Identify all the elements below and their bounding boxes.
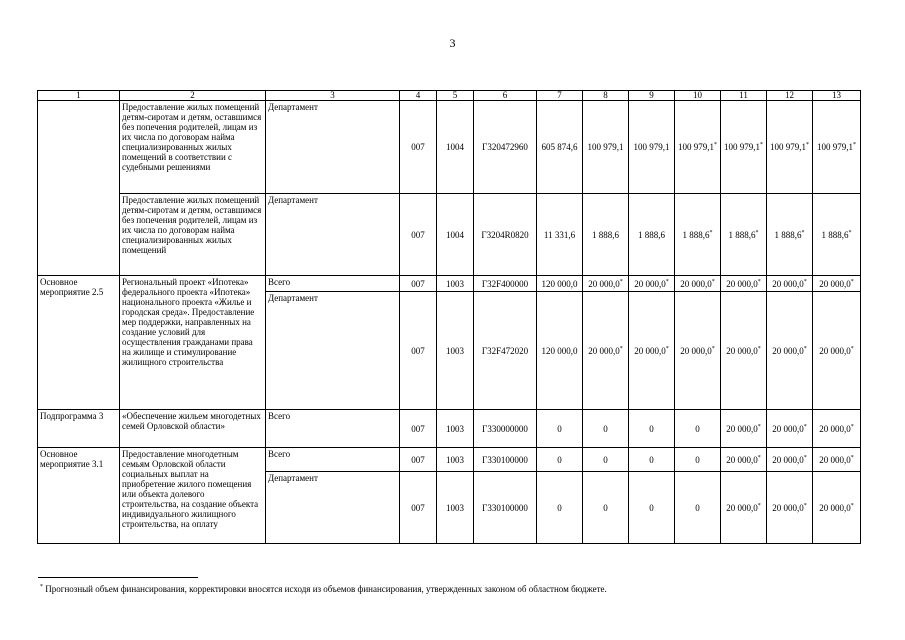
year-amount: 100 979,1 xyxy=(583,101,629,194)
footnote-mark: * xyxy=(848,229,852,236)
year-amount: 20 000,0* xyxy=(721,276,767,292)
footnote-mark: * xyxy=(850,423,854,430)
year-amount: 100 979,1 xyxy=(629,101,675,194)
col-header: 6 xyxy=(474,91,537,101)
category-cell xyxy=(38,101,120,276)
total-amount: 120 000,0 xyxy=(537,276,583,292)
year-amount: 20 000,0* xyxy=(721,292,767,410)
year-amount: 20 000,0* xyxy=(767,276,813,292)
target-article-code: Г32F472020 xyxy=(474,292,537,410)
table-row xyxy=(38,276,861,292)
responsible-cell: Всего xyxy=(266,276,400,292)
footnote-mark: * xyxy=(803,278,807,285)
section-code: 1003 xyxy=(437,292,474,410)
table-row xyxy=(38,101,861,194)
year-amount: 1 888,6 xyxy=(629,194,675,276)
footnote-mark: * xyxy=(757,454,761,461)
section-code: 1004 xyxy=(437,101,474,194)
table-row xyxy=(38,410,861,448)
section-code: 1003 xyxy=(437,448,474,472)
grbs-code: 007 xyxy=(400,194,437,276)
year-amount: 20 000,0* xyxy=(721,448,767,472)
footnote-mark: * xyxy=(853,142,856,148)
footnote-mark: * xyxy=(850,502,854,509)
footnote-mark: * xyxy=(760,142,763,148)
col-header: 11 xyxy=(721,91,767,101)
year-amount: 1 888,6* xyxy=(767,194,813,276)
target-article-code: Г330100000 xyxy=(474,448,537,472)
total-amount: 11 331,6 xyxy=(537,194,583,276)
total-amount: 120 000,0 xyxy=(537,292,583,410)
col-header: 1 xyxy=(38,91,120,101)
year-amount: 20 000,0* xyxy=(721,410,767,448)
footnote-mark: * xyxy=(850,278,854,285)
col-header: 9 xyxy=(629,91,675,101)
year-amount: 1 888,6 xyxy=(583,194,629,276)
year-amount: 20 000,0* xyxy=(767,472,813,544)
responsible-cell: Департамент xyxy=(266,472,400,544)
year-amount: 0 xyxy=(583,410,629,448)
year-amount: 0 xyxy=(675,472,721,544)
target-article-code: Г330000000 xyxy=(474,410,537,448)
year-amount: 20 000,0* xyxy=(767,292,813,410)
footnote-mark: * xyxy=(757,502,761,509)
footnote-mark: * xyxy=(709,229,713,236)
measure-description: Предоставление многодетным семьям Орловской области социальных выплат на приобретение жилого помещения или объекта долевого строительства, на создание объекта индивидуального жилищного строительства, на оплату xyxy=(120,448,266,544)
column-number-row xyxy=(38,91,861,101)
footnote-mark: * xyxy=(714,142,717,148)
footnote-mark: * xyxy=(665,278,669,285)
footnote-divider xyxy=(38,577,198,578)
year-amount: 20 000,0* xyxy=(813,292,861,410)
year-amount: 20 000,0* xyxy=(813,276,861,292)
category-cell: Основное мероприятие 2.5 xyxy=(38,276,120,410)
target-article-code: Г32F400000 xyxy=(474,276,537,292)
year-amount: 20 000,0* xyxy=(583,292,629,410)
year-amount: 20 000,0* xyxy=(675,292,721,410)
footnote-mark: * xyxy=(757,278,761,285)
year-amount: 20 000,0* xyxy=(813,472,861,544)
year-amount: 20 000,0* xyxy=(767,448,813,472)
footnote-mark: * xyxy=(850,454,854,461)
financing-table xyxy=(37,90,861,544)
footnote-mark: * xyxy=(757,423,761,430)
grbs-code: 007 xyxy=(400,276,437,292)
grbs-code: 007 xyxy=(400,101,437,194)
year-amount: 0 xyxy=(583,448,629,472)
year-amount: 1 888,6* xyxy=(813,194,861,276)
grbs-code: 007 xyxy=(400,472,437,544)
col-header: 2 xyxy=(120,91,266,101)
col-header: 12 xyxy=(767,91,813,101)
total-amount: 0 xyxy=(537,472,583,544)
table-row xyxy=(38,194,861,276)
responsible-cell: Департамент xyxy=(266,194,400,276)
footnote-mark: * xyxy=(850,345,854,352)
footnote-mark: * xyxy=(40,584,43,590)
responsible-cell: Департамент xyxy=(266,101,400,194)
footnote-mark: * xyxy=(619,278,623,285)
year-amount: 100 979,1* xyxy=(813,101,861,194)
total-amount: 0 xyxy=(537,410,583,448)
footnote-mark: * xyxy=(803,423,807,430)
year-amount: 1 888,6* xyxy=(721,194,767,276)
col-header: 3 xyxy=(266,91,400,101)
responsible-cell: Всего xyxy=(266,448,400,472)
year-amount: 20 000,0* xyxy=(583,276,629,292)
footnote-mark: * xyxy=(801,229,805,236)
col-header: 7 xyxy=(537,91,583,101)
year-amount: 20 000,0* xyxy=(767,410,813,448)
year-amount: 100 979,1* xyxy=(675,101,721,194)
category-cell: Основное мероприятие 3.1 xyxy=(38,448,120,544)
footnote-text: Прогнозный объем финансирования, корректировки вносятся исходя из объемов финансирования, утвержденных законом об областном бюджете. xyxy=(45,584,607,594)
target-article-code: Г320472960 xyxy=(474,101,537,194)
section-code: 1003 xyxy=(437,472,474,544)
measure-description: Предоставление жилых помещений детям-сиротам и детям, оставшимся без попечения родителей, лицам из их числа по договорам найма специализированных жилых помещений в соответствии с судебными решениями xyxy=(120,101,266,194)
measure-description: Предоставление жилых помещений детям-сиротам и детям, оставшимся без попечения родителей, лицам из их числа по договорам найма специализированных жилых помещений xyxy=(120,194,266,276)
section-code: 1004 xyxy=(437,194,474,276)
grbs-code: 007 xyxy=(400,448,437,472)
table-row xyxy=(38,448,861,472)
footnote-mark: * xyxy=(711,345,715,352)
year-amount: 0 xyxy=(629,472,675,544)
footnote xyxy=(40,584,607,594)
year-amount: 20 000,0* xyxy=(721,472,767,544)
year-amount: 0 xyxy=(675,410,721,448)
target-article-code: Г3204R0820 xyxy=(474,194,537,276)
year-amount: 100 979,1* xyxy=(721,101,767,194)
year-amount: 20 000,0* xyxy=(629,276,675,292)
footnote-mark: * xyxy=(755,229,759,236)
footnote-mark: * xyxy=(711,278,715,285)
footnote-mark: * xyxy=(806,142,809,148)
year-amount: 100 979,1* xyxy=(767,101,813,194)
footnote-mark: * xyxy=(665,345,669,352)
year-amount: 20 000,0* xyxy=(675,276,721,292)
year-amount: 0 xyxy=(629,448,675,472)
section-code: 1003 xyxy=(437,410,474,448)
footnote-mark: * xyxy=(803,502,807,509)
year-amount: 0 xyxy=(675,448,721,472)
responsible-cell: Всего xyxy=(266,410,400,448)
year-amount: 20 000,0* xyxy=(629,292,675,410)
footnote-mark: * xyxy=(619,345,623,352)
col-header: 13 xyxy=(813,91,861,101)
year-amount: 1 888,6* xyxy=(675,194,721,276)
footnote-mark: * xyxy=(803,345,807,352)
year-amount: 20 000,0* xyxy=(813,410,861,448)
col-header: 10 xyxy=(675,91,721,101)
grbs-code: 007 xyxy=(400,292,437,410)
year-amount: 0 xyxy=(629,410,675,448)
col-header: 4 xyxy=(400,91,437,101)
total-amount: 605 874,6 xyxy=(537,101,583,194)
col-header: 8 xyxy=(583,91,629,101)
responsible-cell: Департамент xyxy=(266,292,400,410)
grbs-code: 007 xyxy=(400,410,437,448)
footnote-mark: * xyxy=(803,454,807,461)
col-header: 5 xyxy=(437,91,474,101)
measure-description: «Обеспечение жильем многодетных семей Орловской области» xyxy=(120,410,266,448)
target-article-code: Г330100000 xyxy=(474,472,537,544)
page-number: 3 xyxy=(449,36,456,50)
year-amount: 20 000,0* xyxy=(813,448,861,472)
total-amount: 0 xyxy=(537,448,583,472)
category-cell: Подпрограмма 3 xyxy=(38,410,120,448)
footnote-mark: * xyxy=(757,345,761,352)
measure-description: Региональный проект «Ипотека» федерального проекта «Ипотека» национального проекта «Жилье и городская среда». Предоставление мер поддержки, направленных на создание условий для осуществления гражданами права на жилище и стимулирование жилищного строительства xyxy=(120,276,266,410)
year-amount: 0 xyxy=(583,472,629,544)
section-code: 1003 xyxy=(437,276,474,292)
